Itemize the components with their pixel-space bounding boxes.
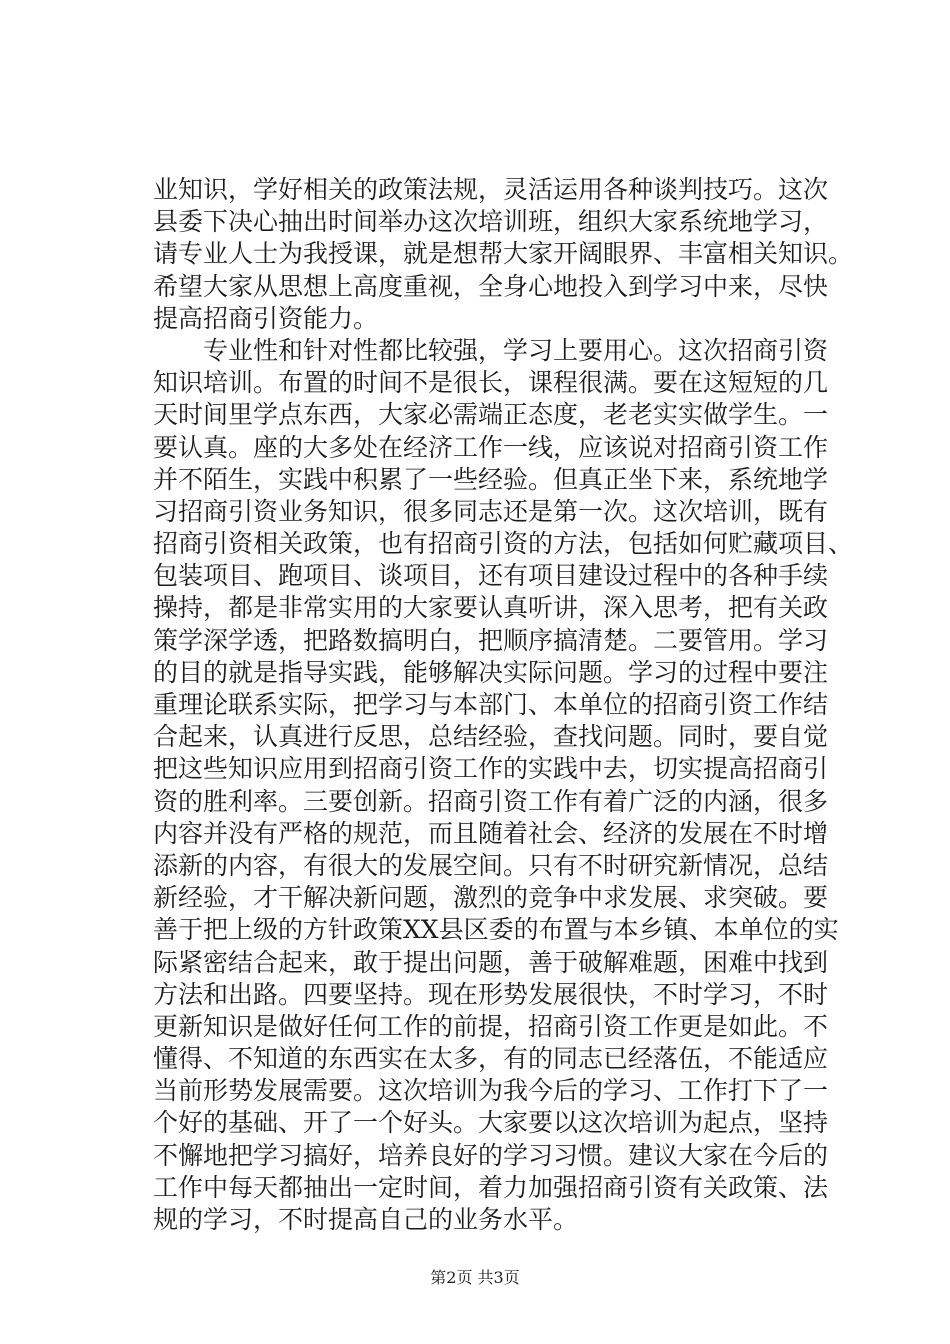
text-line: 习招商引资业务知识，很多同志还是第一次。这次培训，既有 bbox=[153, 496, 829, 526]
text-line: 包装项目、跑项目、谈项目，还有项目建设过程中的各种手续 bbox=[153, 561, 829, 591]
text-line: 添新的内容，有很大的发展空间。只有不时研究新情况，总结 bbox=[153, 850, 829, 880]
text-line: 合起来，认真进行反思，总结经验，查找问题。同时，要自觉 bbox=[153, 722, 829, 752]
text-line: 重理论联系实际，把学习与本部门、本单位的招商引资工作结 bbox=[153, 690, 829, 719]
text-line: 县委下决心抽出时间举办这次培训班，组织大家系统地学习， bbox=[153, 207, 829, 237]
text-line: 不懈地把学习搞好，培养良好的学习习惯。建议大家在今后的 bbox=[153, 1140, 829, 1170]
text-line: 希望大家从思想上高度重视，全身心地投入到学习中来，尽快 bbox=[153, 271, 829, 301]
text-line: 方法和出路。四要坚持。现在形势发展很快，不时学习，不时 bbox=[153, 979, 829, 1009]
text-line: 个好的基础、开了一个好头。大家要以这次培训为起点，坚持 bbox=[153, 1108, 829, 1138]
text-line: 懂得、不知道的东西实在太多，有的同志已经落伍，不能适应 bbox=[153, 1044, 829, 1074]
text-line: 提高招商引资能力。 bbox=[153, 303, 379, 333]
text-line: 操持，都是非常实用的大家要认真听讲，深入思考，把有关政 bbox=[153, 593, 829, 623]
text-line: 招商引资相关政策，也有招商引资的方法，包括如何贮藏项目、 bbox=[153, 529, 854, 559]
text-line: 要认真。座的大多处在经济工作一线，应该说对招商引资工作 bbox=[153, 432, 829, 462]
text-line: 资的胜利率。三要创新。招商引资工作有着广泛的内涵，很多 bbox=[153, 786, 829, 816]
text-line: 策学深学透，把路数搞明白，把顺序搞清楚。二要管用。学习 bbox=[153, 625, 829, 655]
text-line: 际紧密结合起来，敢于提出问题，善于破解难题，困难中找到 bbox=[153, 947, 829, 977]
text-line: 把这些知识应用到招商引资工作的实践中去，切实提高招商引 bbox=[153, 754, 829, 784]
text-line: 天时间里学点东西，大家必需端正态度，老老实实做学生。一 bbox=[153, 400, 829, 430]
text-line: 内容并没有严格的规范，而且随着社会、经济的发展在不时增 bbox=[153, 818, 829, 848]
text-line: 专业性和针对性都比较强，学习上要用心。这次招商引资 bbox=[153, 335, 829, 365]
document-body bbox=[153, 174, 861, 1236]
text-line: 工作中每天都抽出一定时间，着力加强招商引资有关政策、法 bbox=[153, 1172, 829, 1202]
text-line: 善于把上级的方针政策XX县区委的布置与本乡镇、本单位的实 bbox=[153, 915, 839, 945]
text-line: 请专业人士为我授课，就是想帮大家开阔眼界、丰富相关知识。 bbox=[153, 239, 854, 269]
text-line: 规的学习，不时提高自己的业务水平。 bbox=[153, 1205, 579, 1234]
text-line: 业知识，学好相关的政策法规，灵活运用各种谈判技巧。这次 bbox=[153, 175, 829, 204]
text-line: 新经验，才干解决新问题，激烈的竞争中求发展、求突破。要 bbox=[153, 883, 829, 913]
text-line: 更新知识是做好任何工作的前提，招商引资工作更是如此。不 bbox=[153, 1011, 829, 1041]
text-line: 知识培训。布置的时间不是很长，课程很满。要在这短短的几 bbox=[153, 368, 829, 398]
text-line: 的目的就是指导实践，能够解决实际问题。学习的过程中要注 bbox=[153, 657, 829, 687]
text-line: 当前形势发展需要。这次培训为我今后的学习、工作打下了一 bbox=[153, 1076, 829, 1106]
text-line: 并不陌生，实践中积累了一些经验。但真正坐下来，系统地学 bbox=[153, 464, 829, 494]
page-number-footer: 第2页 共3页 bbox=[430, 1268, 520, 1287]
